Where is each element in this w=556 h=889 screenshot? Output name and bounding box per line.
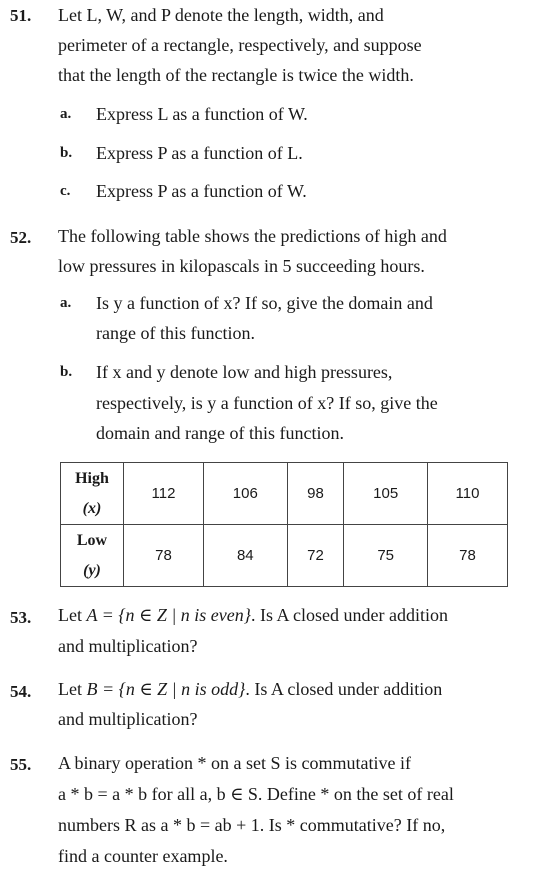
problem-number-53: 53. (10, 608, 32, 627)
problem-52-part-b-line-2: respectively, is y a function of x? If so, give the (96, 393, 438, 413)
row-header-label: High (75, 469, 109, 487)
table-cell: 106 (204, 463, 288, 525)
table-cell: 84 (204, 525, 288, 587)
problem-51-part-b-text: Express P as a function of L. (96, 143, 303, 163)
problem-51-line-1: Let L, W, and P denote the length, width, and (58, 5, 384, 25)
problem-52-part-a-line-1: Is y a function of x? If so, give the domain and (96, 293, 433, 313)
set-a-definition: A = {n ∈ Z | n is even} (86, 605, 251, 625)
table-cell: 72 (287, 525, 344, 587)
problem-52-line-2: low pressures in kilopascals in 5 succeeding hours. (58, 256, 425, 276)
problem-51-part-c-label: c. (60, 183, 71, 199)
table-row-header (61, 463, 124, 525)
row-header-variable: (y) (83, 561, 101, 579)
problem-53-question: . Is A closed under addition (250, 605, 448, 625)
problem-54-lead: Let (58, 679, 87, 699)
table-cell: 110 (427, 463, 507, 525)
problem-number-54: 54. (10, 682, 32, 701)
table-cell: 78 (124, 525, 204, 587)
problem-55-line-3: numbers R as a * b = ab + 1. Is * commutative? If no, (58, 815, 446, 835)
pressure-table (60, 462, 508, 587)
problem-55-line-1: A binary operation * on a set S is commutative if (58, 753, 411, 773)
problem-52-part-b-line-3: domain and range of this function. (96, 423, 344, 443)
table-cell: 75 (344, 525, 428, 587)
problem-51-part-a-text: Express L as a function of W. (96, 104, 308, 124)
problem-number-52: 52. (10, 228, 32, 247)
problem-51-line-3: that the length of the rectangle is twice the width. (58, 65, 414, 85)
problem-54-question: . Is A closed under addition (245, 679, 443, 699)
problem-55-line-2: a * b = a * b for all a, b ∈ S. Define * on the set of real (58, 784, 454, 804)
table-cell: 78 (427, 525, 507, 587)
problem-54-line-1 (58, 679, 442, 700)
problem-52-part-b-line-1: If x and y denote low and high pressures, (96, 362, 393, 382)
row-header-label: Low (76, 531, 108, 549)
problem-51-line-2: perimeter of a rectangle, respectively, and suppose (58, 35, 422, 55)
problem-52-line-1: The following table shows the predictions of high and (58, 226, 447, 246)
problem-55-line-4: find a counter example. (58, 846, 228, 866)
table-row-header (61, 525, 124, 587)
row-header-variable: (x) (82, 499, 102, 517)
problem-number-51: 51. (10, 6, 32, 25)
problem-52-part-a-label: a. (60, 295, 72, 311)
problem-53-line-2: and multiplication? (58, 636, 198, 656)
table-cell: 98 (287, 463, 344, 525)
problem-53-line-1 (58, 605, 448, 626)
problem-53-lead: Let (58, 605, 87, 625)
problem-52-part-b-label: b. (60, 364, 73, 380)
problem-51-part-a-label: a. (60, 106, 72, 122)
table-cell: 105 (344, 463, 428, 525)
set-b-definition: B = {n ∈ Z | n is odd} (86, 679, 246, 699)
problem-number-55: 55. (10, 755, 32, 774)
problem-51-part-b-label: b. (60, 145, 73, 161)
table-cell: 112 (124, 463, 204, 525)
problem-51-part-c-text: Express P as a function of W. (96, 181, 307, 201)
problem-54-line-2: and multiplication? (58, 709, 198, 729)
table-row-low (61, 525, 508, 587)
problem-52-part-a-line-2: range of this function. (96, 323, 255, 343)
table-row-high (61, 463, 508, 525)
